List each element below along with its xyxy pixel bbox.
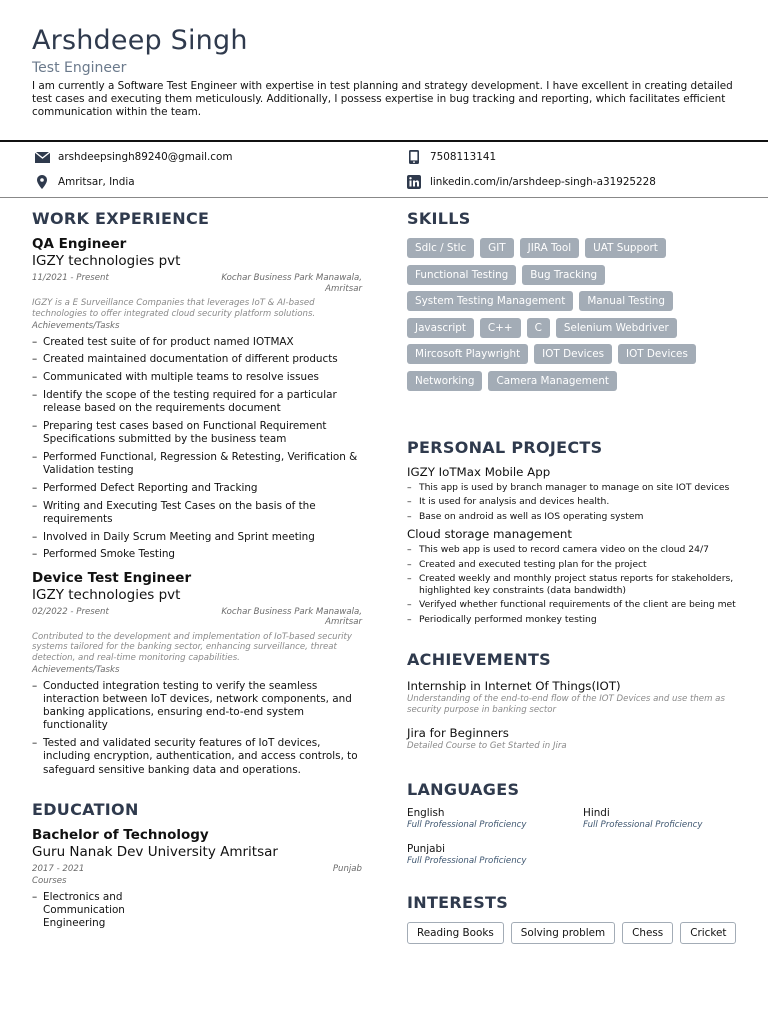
- project-points: [407, 482, 747, 522]
- education-meta: [32, 864, 362, 875]
- email-text: arshdeepsingh89240@gmail.com: [58, 151, 233, 163]
- skill-tag: Networking: [407, 371, 482, 391]
- job-company: IGZY technologies pvt: [32, 253, 181, 269]
- skill-tag: System Testing Management: [407, 291, 573, 311]
- job-meta: [32, 273, 362, 294]
- skill-tag: Sdlc / Stlc: [407, 238, 474, 258]
- location-text: Amritsar, India: [58, 176, 135, 188]
- project-name: Cloud storage management: [407, 527, 573, 542]
- languages-heading: LANGUAGES: [407, 779, 520, 799]
- phone-text: 7508113141: [430, 151, 497, 163]
- achievement-entry: [407, 679, 747, 716]
- job-task-list: [32, 336, 362, 562]
- skill-tag: JIRA Tool: [520, 238, 580, 258]
- summary-text: I am currently a Software Test Engineer with expertise in test planning and strategy development. I have excellent in creating detailed test cases and executing them meticulously. Additionally, I possess expertise in bug tracking and reporting, which facilitates efficient communication within the team.: [32, 80, 733, 118]
- job-task: – Performed Smoke Testing: [32, 548, 362, 561]
- job-task: – Created maintained documentation of different products: [32, 353, 362, 366]
- skill-tag: Functional Testing: [407, 265, 516, 285]
- linkedin-icon: [406, 175, 422, 189]
- achievement-name: Internship in Internet Of Things(IOT): [407, 678, 621, 693]
- interests-heading: INTERESTS: [407, 892, 509, 912]
- job-role: QA Engineer: [32, 236, 127, 252]
- project-name: IGZY IoTMax Mobile App: [407, 465, 551, 479]
- candidate-title: Test Engineer: [32, 60, 127, 76]
- contact-email[interactable]: [34, 150, 232, 164]
- job-meta: [32, 607, 362, 628]
- job-task: – Preparing test cases based on Functional Requirement Specifications submitted by the business team: [32, 420, 362, 446]
- contact-linkedin[interactable]: [406, 175, 656, 189]
- job-task: – Conducted integration testing to verify the seamless interaction between IoT devices, network components, and banking applications, ensuring end-to-end system functionality: [32, 680, 362, 733]
- job-dates: 11/2021 - Present: [32, 273, 109, 283]
- interest-tag: Cricket: [680, 922, 736, 944]
- job-role: Device Test Engineer: [32, 569, 192, 586]
- language-entry: [407, 807, 583, 831]
- job-task: – Involved in Daily Scrum Meeting and Sprint meeting: [32, 531, 362, 544]
- skill-tag: Mircosoft Playwright: [407, 344, 528, 364]
- projects-heading: PERSONAL PROJECTS: [407, 438, 603, 457]
- job-description: IGZY is a E Surveillance Companies that leverages IoT & AI-based technologies to offer integrated cloud security platform solutions.: [32, 298, 316, 319]
- project-entry: [407, 465, 747, 522]
- education-dates: 2017 - 2021: [32, 863, 85, 874]
- language-level: Full Professional Proficiency: [583, 819, 703, 830]
- language-name: Hindi: [583, 806, 610, 819]
- education-heading: EDUCATION: [32, 799, 139, 819]
- candidate-name: Arshdeep Singh: [32, 25, 248, 56]
- job-task: – Performed Defect Reporting and Tracking: [32, 482, 362, 495]
- job-subheading: Achievements/Tasks: [32, 665, 120, 676]
- resume-header: [32, 24, 742, 119]
- project-point: – It is used for analysis and devices health.: [407, 496, 747, 507]
- project-point: – Periodically performed monkey testing: [407, 614, 747, 625]
- job-task-list: [32, 680, 362, 777]
- skill-tag: Camera Management: [488, 371, 617, 391]
- project-entry: [407, 527, 747, 625]
- work-experience-heading: WORK EXPERIENCE: [32, 209, 210, 228]
- job-task: – Communicated with multiple teams to resolve issues: [32, 371, 362, 384]
- degree-name: Bachelor of Technology: [32, 826, 209, 843]
- achievement-name: Jira for Beginners: [407, 725, 509, 740]
- job-task: – Performed Functional, Regression & Retesting, Verification & Validation testing: [32, 451, 362, 477]
- school-name: Guru Nanak Dev University Amritsar: [32, 843, 278, 860]
- interest-tag: Reading Books: [407, 922, 504, 944]
- job-subheading: Achievements/Tasks: [32, 321, 120, 331]
- education-entry: [32, 827, 362, 931]
- language-name: Punjabi: [407, 842, 445, 855]
- skill-tag: Manual Testing: [579, 291, 673, 311]
- map-pin-icon: [34, 175, 50, 189]
- job-company: IGZY technologies pvt: [32, 586, 181, 603]
- skill-tag: Javascript: [407, 318, 474, 338]
- languages-list: [407, 807, 747, 867]
- skill-tag: Selenium Webdriver: [556, 318, 677, 338]
- job-location: Kochar Business Park Manawala, Amritsar: [221, 273, 362, 294]
- skill-tag: IOT Devices: [618, 344, 696, 364]
- course-list: [32, 891, 142, 931]
- linkedin-text: linkedin.com/in/arshdeep-singh-a31925228: [430, 176, 656, 188]
- project-point: – Created weekly and monthly project status reports for stakeholders, highlighted key constraints (data bandwidth): [407, 573, 747, 596]
- language-name: English: [407, 806, 445, 819]
- job-entry: [32, 570, 362, 777]
- project-point: – This web app is used to record camera video on the cloud 24/7: [407, 544, 747, 555]
- education-location: Punjab: [332, 863, 362, 874]
- skill-tag: UAT Support: [585, 238, 666, 258]
- course-item: – Electronics and Communication Engineering: [32, 891, 142, 931]
- project-point: – Verifyed whether functional requirements of the client are being met: [407, 599, 747, 610]
- phone-icon: [406, 150, 422, 164]
- job-dates: 02/2022 - Present: [32, 606, 109, 617]
- interest-tag: Chess: [622, 922, 673, 944]
- achievements-heading: ACHIEVEMENTS: [407, 649, 551, 669]
- project-point: – This app is used by branch manager to manage on site IOT devices: [407, 482, 747, 493]
- project-point: – Base on android as well as IOS operating system: [407, 511, 747, 522]
- skills-list: [407, 238, 742, 397]
- interests-list: [407, 922, 747, 951]
- right-column: [407, 208, 747, 951]
- language-entry: [407, 843, 583, 867]
- job-task: – Tested and validated security features of IoT devices, including encryption, authentication, and access controls, to safeguard sensitive banking data and operations.: [32, 737, 362, 777]
- contact-divider: [0, 197, 768, 198]
- language-level: Full Professional Proficiency: [407, 855, 527, 866]
- skill-tag: C: [527, 318, 550, 338]
- skill-tag: IOT Devices: [534, 344, 612, 364]
- achievement-description: Understanding of the end-to-end flow of the IOT Devices and use them as security purpose in banking sector: [407, 693, 725, 715]
- job-task: – Writing and Executing Test Cases on the basis of the requirements: [32, 500, 362, 526]
- skills-heading: SKILLS: [407, 209, 471, 228]
- project-point: – Created and executed testing plan for the project: [407, 559, 747, 570]
- envelope-icon: [34, 150, 50, 164]
- contact-location: [34, 175, 135, 189]
- achievement-entry: [407, 726, 747, 752]
- job-task: – Identify the scope of the testing required for a particular release based on the requirements document: [32, 389, 362, 415]
- language-level: Full Professional Proficiency: [407, 819, 527, 830]
- achievement-description: Detailed Course to Get Started in Jira: [407, 740, 567, 751]
- project-points: [407, 544, 747, 625]
- language-entry: [583, 807, 743, 831]
- skill-tag: GIT: [480, 238, 513, 258]
- job-task: – Created test suite of for product named IOTMAX: [32, 336, 362, 349]
- skill-tag: C++: [480, 318, 521, 338]
- job-entry: [32, 236, 362, 562]
- job-description: Contributed to the development and implementation of IoT-based security systems tailored for the banking sector, enhancing surveillance, threat detection, and real-time monitoring capabilities.: [32, 631, 352, 663]
- skill-tag: Bug Tracking: [522, 265, 605, 285]
- left-column: [32, 208, 362, 935]
- job-location: Kochar Business Park Manawala, Amritsar: [221, 606, 362, 628]
- interest-tag: Solving problem: [511, 922, 615, 944]
- contact-phone[interactable]: [406, 150, 496, 164]
- courses-subheading: Courses: [32, 876, 67, 887]
